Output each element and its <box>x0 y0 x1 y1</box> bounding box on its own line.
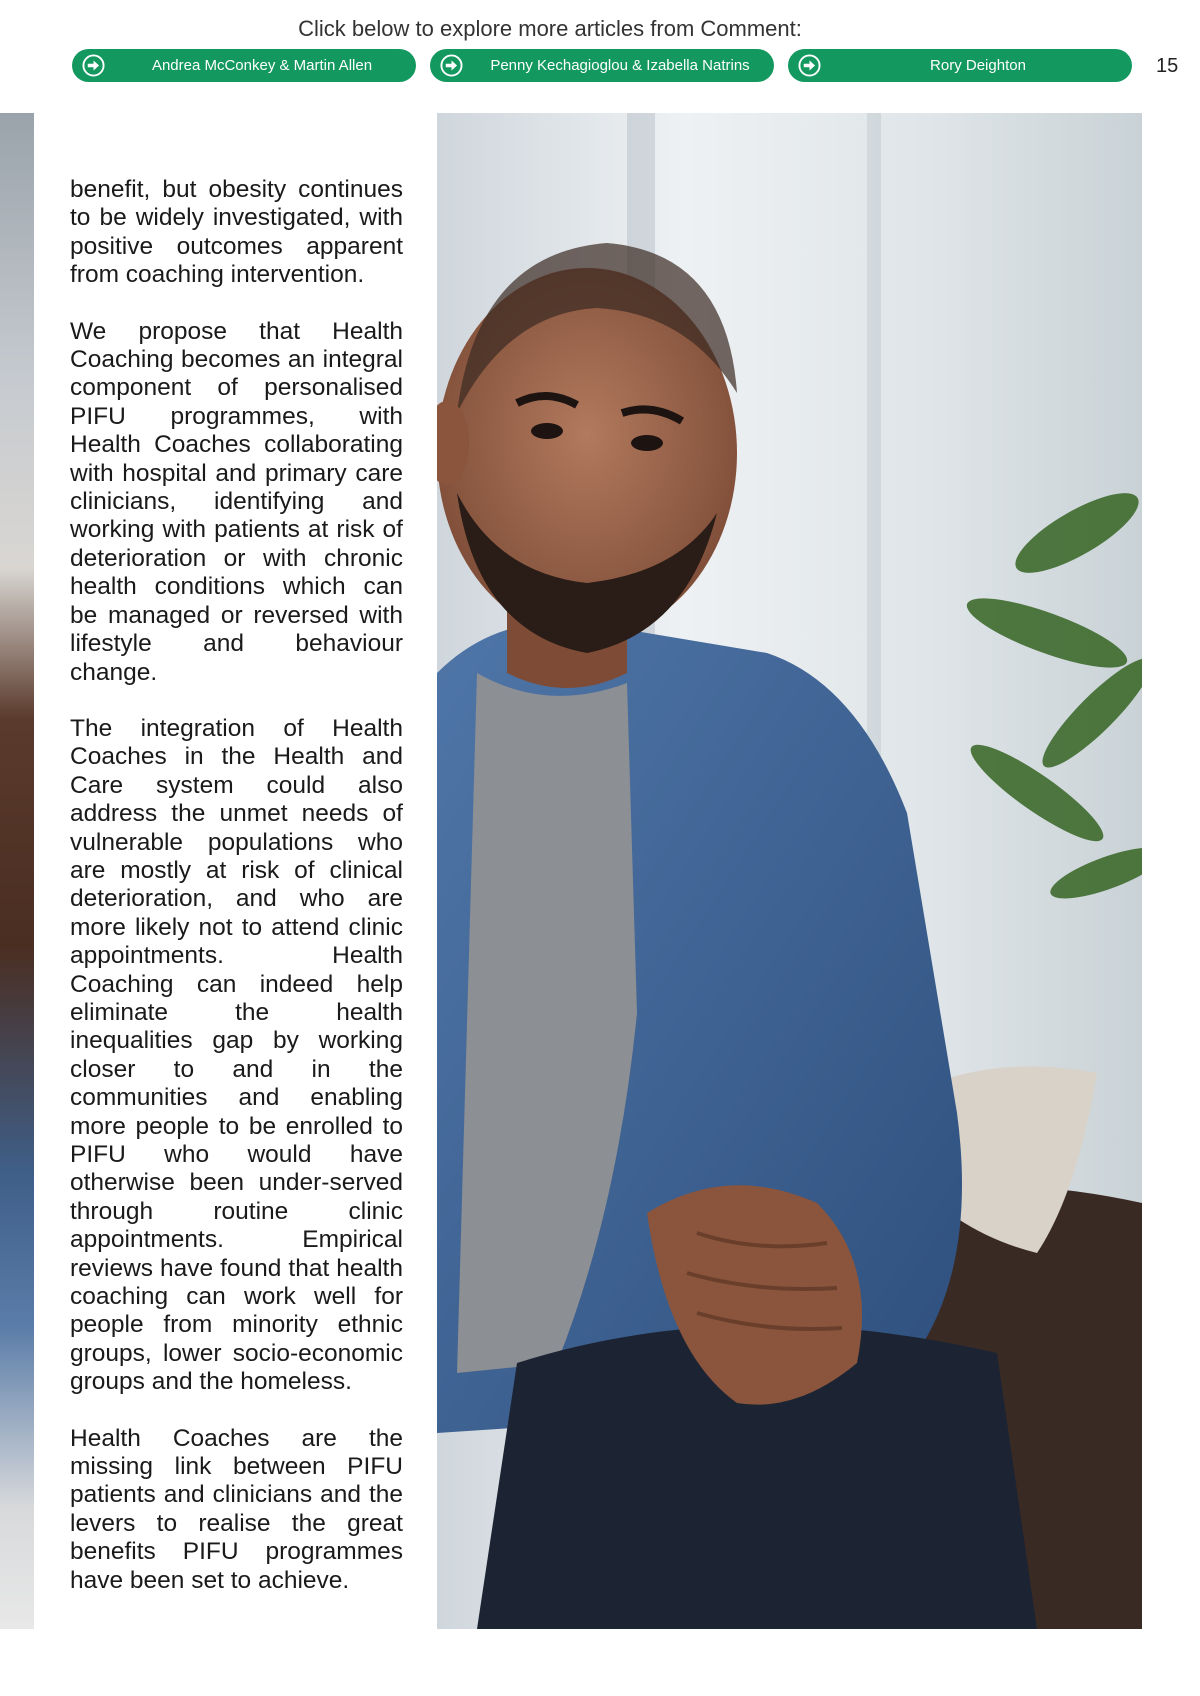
page-number: 15 <box>1156 55 1179 77</box>
nav-link-label: Penny Kechagioglou & Izabella Natrins <box>490 57 750 74</box>
nav-link-label: Rory Deighton <box>930 57 1026 74</box>
arrow-right-circle-icon <box>798 54 821 77</box>
article-paragraph: The integration of Health Coaches in the Health and Care system could also address the unmet needs of vulnerable populations who are mostly at risk of clinical deterioration, and who are more likely not to attend clinic appointments. Health Coaching can indeed help eliminate the health inequalities gap by working closer to and in the communities and enabling more people to be enrolled to PIFU who would have otherwise been under-served through routine clinic appointments. Empirical reviews have found that health coaching can work well for people from minority ethnic groups, lower socio-economic groups and the homeless. <box>70 714 403 1396</box>
nav-link-kechagioglou-natrins[interactable] <box>430 49 774 82</box>
arrow-right-circle-icon <box>82 54 105 77</box>
article-paragraph: Health Coaches are the missing link between PIFU patients and clinicians and the levers to realise the great benefits PIFU programmes have been set to achieve. <box>70 1424 403 1594</box>
arrow-right-circle-icon <box>440 54 463 77</box>
article-paragraph: benefit, but obesity continues to be widely investigated, with positive outcomes apparent from coaching intervention. <box>70 176 403 289</box>
article-body <box>70 176 403 1623</box>
article-paragraph: We propose that Health Coaching becomes an integral component of personalised PIFU programmes, with Health Coaches collaborating with hospital and primary care clinicians, identifying and working with patients at risk of deterioration or with chronic health conditions which can be managed or reversed with lifestyle and behaviour change. <box>70 317 403 686</box>
nav-link-deighton[interactable] <box>788 49 1132 82</box>
nav-link-label: Andrea McConkey & Martin Allen <box>151 57 373 74</box>
nav-link-mcconkey-allen[interactable] <box>72 49 416 82</box>
nav-heading: Click below to explore more articles from Comment: <box>298 16 802 41</box>
photo-edge-strip <box>0 113 34 1629</box>
portrait-illustration <box>437 113 1142 1629</box>
man-portrait-photo <box>437 113 1142 1629</box>
